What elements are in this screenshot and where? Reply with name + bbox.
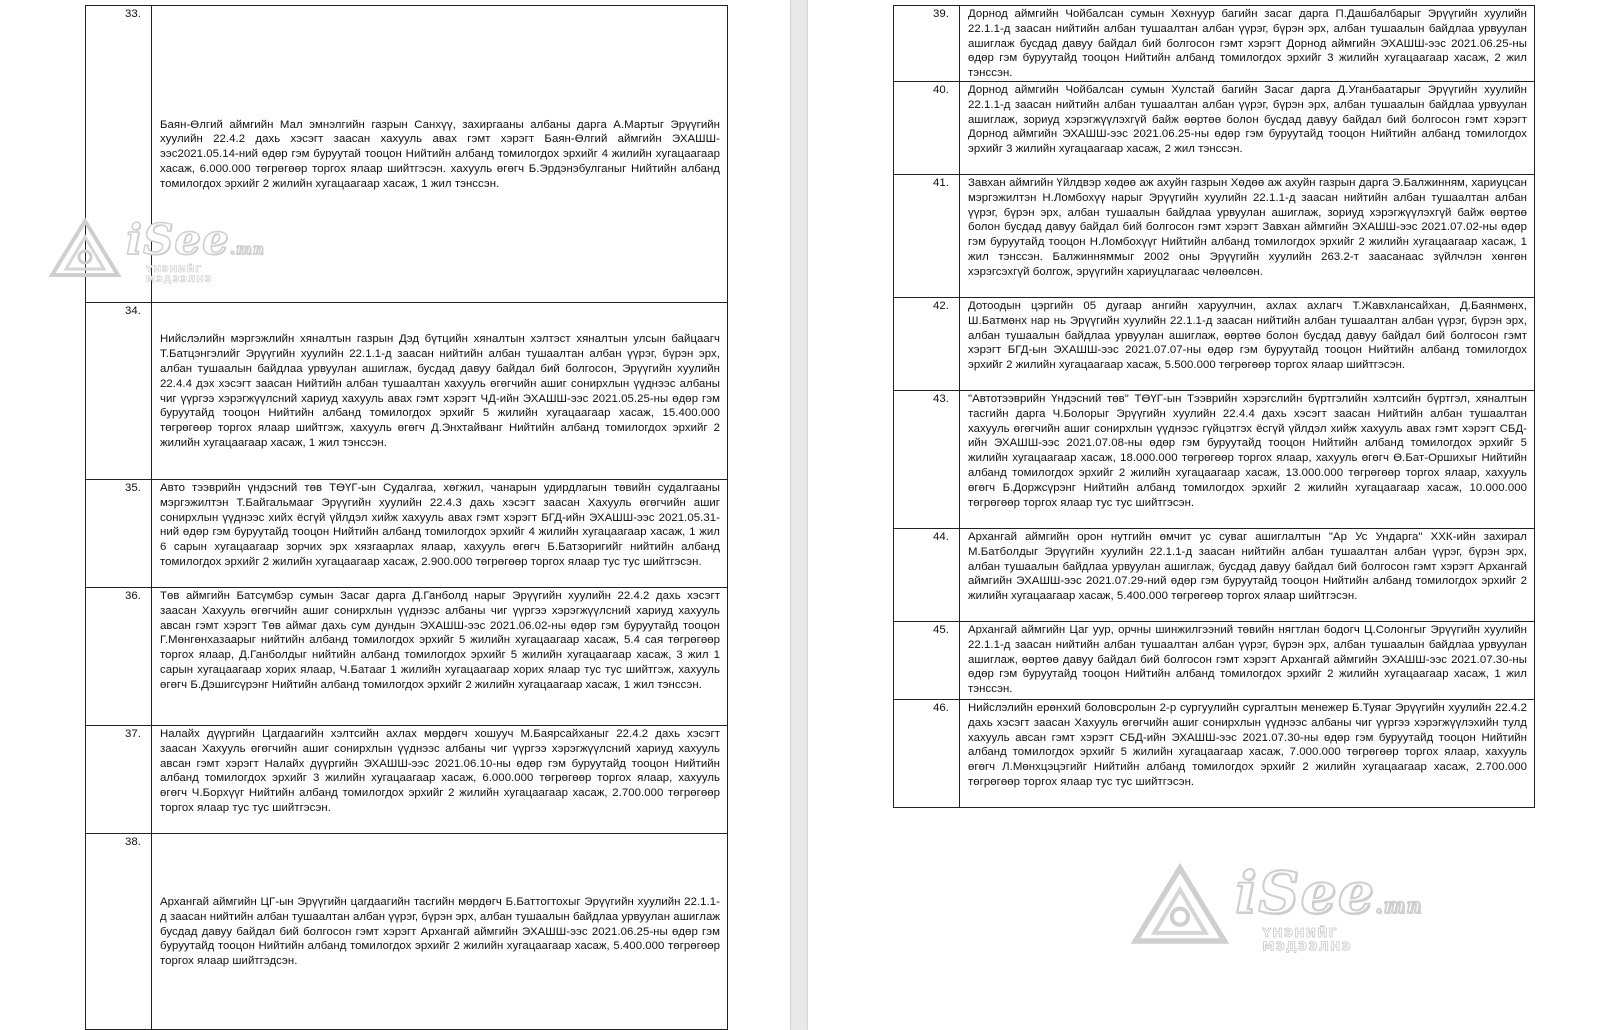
table-row [894,529,1535,622]
watermark-brand: iSee.mn [126,215,265,264]
table-row [86,834,728,1030]
row-text: Нийслэлийн ерөнхий боловсролын 2-р сургуулийн сургалтын менежер Б.Туяаг Эрүүгийн хуулийн 22.4.2 дахь хэсэгт заасан Хахууль өгөгчийн ашиг сонирхлын үүднээс албаны чиг үүргээ хэрэгжүүлэхийн тулд хахууль авсан гэмт хэрэгт СБД-ийн ЭХАШШ-ээс 2021.07.30-ны өдөр гэм буруутайд тооцон Нийтийн албанд томилогдох эрхийг 5 жилийн хугацаагаар хасаж, 7.000.000 төгрөгөөр торгох ялаар, хахууль өгөгч Л.Мөнхцэцэгийг Нийтийн албанд томилогдох эрхийг 2 жилийн хугацаагаар хасаж, 2.700.000 төгрөгөөр торгох ялаар тус тус шийтгэсэн. [960,700,1535,808]
row-number: 36. [86,588,152,726]
row-number: 39. [894,6,960,82]
table-row [86,303,728,480]
watermark-tagline: ҮНЭНИЙГ МЭДЭЭЛНЭ [146,265,213,285]
table-row [894,82,1535,175]
row-number: 38. [86,834,152,1030]
table-row [894,622,1535,700]
row-text: Архангай аймгийн орон нутгийн өмчит ус суваг ашиглалтын "Ар Ус Ундарга" ХХК-ийн захирал М.Батболдыг Эрүүгийн хуулийн 22.1.1-д заасан нийтийн албан тушаалтан албан үүрэг, бүрэн эрх, албан тушаалын байдлаа урвуулан ашиглаж, бусдад давуу байдал бий болгосон гэмт хэрэгт Архангай аймгийн ЭХАШШ-ээс 2021.07.29-ний өдөр гэм буруутайд тооцон Нийтийн албанд томилогдох эрхийг 2 жилийн хугацаагаар хасаж, 5.400.000 төгрөгөөр торгох ялаар шийтгэсэн. [960,529,1535,622]
watermark-brand: iSee.mn [1235,860,1423,927]
table-row [86,480,728,588]
row-number: 41. [894,175,960,298]
isee-logo-icon [1130,863,1230,949]
row-text: Налайх дүүргийн Цагдаагийн хэлтсийн ахлах мөрдөгч хошууч М.Баярсайханыг 22.4.2 дахь хэсэгт заасан Хахууль өгөгчийн ашиг сонирхлын үүднээс албаны чиг үүргээ хэрэгжүүлсний хариуд хахууль авсан гэмт хэрэгт Налайх дүүргийн ЭХАШШ-ээс 2021.06.10-ны өдөр гэм буруутайд тооцон Нийтийн албанд томилогдох эрхийг 3 жилийн хугацаагаар хасаж, 6.000.000 төгрөгөөр торгох ялаар, хахууль өгөгч Ч.Борхүүг Нийтийн албанд томилогдох эрхийг 2 жилийн хугацаагаар хасаж, 2.700.000 төгрөгөөр торгох ялаар тус тус шийтгэсэн. [152,726,728,834]
table-row [894,700,1535,808]
table-row [86,726,728,834]
row-number: 43. [894,391,960,529]
table-row [86,588,728,726]
table-row [86,6,728,303]
row-text: Баян-Өлгий аймгийн Мал эмнэлгийн газрын Санхүү, захиргааны албаны дарга А.Мартыг Эрүүгийн хуулийн 22.4.2 дахь хэсэгт заасан хахууль авах гэмт хэрэгт Баян-Өлгий аймгийн ЭХАШШ-ээс2021.05.14-ний өдөр гэм буруутай тооцон Нийтийн албанд томилогдох эрхийг 4 жилийн хугацаагаар хасаж, 6.000.000 төгрөгөөр торгох ялаар шийтгэсэн. хахууль өгөгч Б.Эрдэнэбулганыг Нийтийн албанд томилогдох эрхийг 2 жилийн хугацаагаар хасаж, 1 жил тэнссэн. [152,6,728,303]
table-row [894,6,1535,82]
row-text: "Автотээврийн Үндэсний төв" ТӨҮГ-ын Тээврийн хэрэгслийн бүртгэлийн хэлтсийн бүртгэл, хяналтын тасгийн дарга Ч.Болорыг Эрүүгийн хуулийн 22.4.4 дахь хэсэгт заасан Нийтийн албан тушаалтан хахууль өгөгчийн ашиг сонирхлын үүднээс гүйцэтгэх ёсгүй үйлдэл хийж хахууль авах гэмт хэрэгт СБД-ийн ЭХАШШ-ээс 2021.07.08-ны өдөр гэм буруутайд тооцон Нийтийн албанд томилогдох эрхийг 5 жилийн хугацаагаар хасаж, 18.000.000 төгрөгөөр торгох ялаар, хахууль өгөгч Ө.Бат-Оршихыг Нийтийн албанд томилогдох эрхийг 2 жилийн хугацаагаар хасаж, 13.000.000 төгрөгөөр торгох ялаар, хахууль өгөгч Б.Доржсүрэнг Нийтийн албанд томилогдох эрхийг 2 жилийн хугацаагаар хасаж, 10.000.000 төгрөгөөр торгох ялаар тус тус шийтгэсэн. [960,391,1535,529]
row-number: 34. [86,303,152,480]
row-number: 40. [894,82,960,175]
row-text: Архангай аймгийн ЦГ-ын Эрүүгийн цагдаагийн тасгийн мөрдөгч Б.Баттогтохыг Эрүүгийн хуулийн 22.1.1-д заасан нийтийн албан тушаалтан албан үүрэг, бүрэн эрх, албан тушаалын байдлаа урвуулан ашиглаж бусдад давуу байдал бий болгосон гэмт хэрэгт Архангай аймгийн ЭХАШШ-ээс 2021.06.25-ны өдөр гэм буруутайд тооцон Нийтийн албанд томилогдох эрхийг 2 жилийн хугацаагаар хасаж, 5.400.000 төгрөгөөр торгох ялаар шийтгэдсэн. [152,834,728,1030]
table-row [894,175,1535,298]
watermark-tagline: ҮНЭНИЙГ МЭДЭЭЛНЭ [1262,927,1352,955]
cases-table-right [893,5,1535,808]
row-text: Завхан аймгийн Үйлдвэр хөдөө аж ахуйн газрын Хөдөө аж ахуйн газрын дарга Э.Балжинням, хариуцсан мэргэжилтэн Н.Ломбохүү нарыг Эрүүгийн хуулийн 22.1.1-д заасан нийтийн албан тушаалтан албан үүрэг, бүрэн эрх, албан тушаалын байдлаа урвуулан ашиглаж, зориуд хэрэгжүүлэхгүй байж өөртөө болон бусдад давуу байдал бий болгосон гэмт хэрэгт Завхан аймгийн ЭХАШШ-ээс 2021.07.02-ны өдөр гэм буруутайд тооцон Н.Ломбохүүг Нийтийн албанд томилогдох эрхийг 2 жилийн хугацаагаар хасаж, 1 жил тэнссэн. Балжинняммыг 2002 оны Эрүүгийн хуулийн 263.2-т заасанаас зүйлчлэн хөнгөн хэрэгсэхгүй болгож, эрүүгийн хариуцлагаас чөлөөлсөн. [960,175,1535,298]
row-text: Авто тээврийн үндэсний төв ТӨҮГ-ын Судалгаа, хөгжил, чанарын удирдлагын төвийн судалгааны мэргэжилтэн Т.Байгальмааг Эрүүгийн хуулийн 22.4.3 дахь хэсэгт заасан Хахууль өгөгчийн ашиг сонирхлын үүднээс хийх ёсгүй үйлдэл хийж хахууль авах гэмт хэрэгт БГД-ийн ЭХАШШ-ээс 2021.05.31-ний өдөр гэм буруутайд тооцон Нийтийн албанд томилогдох эрхийг 4 жилийн хугацаагаар хасаж, 1 жил 6 сарын хугацаагаар зорчих эрх хязгаарлах ялаар, хахууль өгөгч Б.Батзоригийг нийтийн албанд томилогдох эрхийг 2 жилийн хугацаагаар хасаж, 2.900.000 төгрөгөөр торгох ялаар тус тус шийтгэсэн. [152,480,728,588]
row-number: 45. [894,622,960,700]
document-page-right [808,0,1600,1030]
cases-table-left [85,5,728,1030]
table-row [894,298,1535,391]
row-text: Төв аймгийн Батсүмбэр сумын Засаг дарга Д.Ганболд нарыг Эрүүгийн хуулийн 22.4.2 дахь хэсэгт заасан Хахууль өгөгчийн ашиг сонирхлын үүднээс албаны чиг үүргээ хэрэгжүүлсний хариуд хахууль авсан гэмт хэрэгт Төв аймаг дахь сум дундын ЭХАШШ-ээс 2021.06.02-ны өдөр гэм буруутайд тооцон Г.Мөнгөнхазаарыг нийтийн албанд томилогдох эрхийг 5 жилийн хугацаагаар хасаж, 5.4 сая төгрөгөөр торгох ялаар, Д.Ганболдыг нийтийн албанд томилогдох эрхийг 5 жилийн хугацаагаар хасаж, 3 жил 1 сарын хугацаагаар хорих ялаар, Ч.Батааг 1 жилийн хугацаагаар хорих ялаар тус тус шийтгэж, хахууль өгөгч Б.Дэшигсүрэнг Нийтийн албанд томилогдох эрхийг 2 жилийн хугацаагаар хасаж, 1 жил тэнссэн. [152,588,728,726]
document-page-left [0,0,790,1030]
row-text: Архангай аймгийн Цаг уур, орчны шинжилгээний төвийн нягтлан бодогч Ц.Солонгыг Эрүүгийн хуулийн 22.1.1-д заасан нийтийн албан тушаалтан албан үүрэг, бүрэн эрх, албан тушаалын байдлаа урвуулан ашиглаж, өөртөө давуу байдал бий болгосон гэмт хэрэгт Архангай аймгийн ЭХАШШ-ээс 2021.07.30-ны өдөр гэм буруутайд тооцон Нийтийн албанд томилогдох эрхийг 2 жилийн хугацаагаар хасаж, 1 жил тэнссэн. [960,622,1535,700]
table-row [894,391,1535,529]
row-text: Дорнод аймгийн Чойбалсан сумын Хулстай багийн Засаг дарга Д.Уганбаатарыг Эрүүгийн хуулийн 22.1.1-д заасан нийтийн албан тушаалтан албан үүрэг, бүрэн эрх, албан тушаалын байдлаа урвуулан ашиглаж, зориуд хэрэгжүүлэхгүй байж өөртөө болон бусдад давуу байдал бий болгосон гэмт хэрэгт Дорнод аймгийн ЭХАШШ-ээс 2021.06.25-ны өдөр гэм буруутайд тооцон Нийтийн албанд томилогдох эрхийг 3 жилийн хугацаагаар хасаж, 2 жил тэнссэн. [960,82,1535,175]
row-text: Нийслэлийн мэргэжлийн хяналтын газрын Дэд бүтцийн хяналтын хэлтэст хяналтын улсын байцаагч Т.Батцэнгэлийг Эрүүгийн хуулийн 22.1.1-д заасан нийтийн албан тушаалтан албан үүрэг, бүрэн эрх, албан тушаалын байдлаа урвуулан ашиглаж, бусдад давуу байдал бий болгосон, Эрүүгийн хуулийн 22.4.4 дэх хэсэгт заасан Нийтийн албан тушаалтан хахууль өгөгчийн ашиг сонирхлын үүднээс албаны чиг үүргээ хэрэгжүүлсний хариуд хахууль авах гэмт хэрэгт ЧД-ийн ЭХАШШ-ээс 2021.05.25-ны өдөр гэм буруутайд тооцон Нийтийн албанд томилогдох эрхийг 5 жилийн хугацаагаар хасаж, 15.400.000 төгрөгөөр торгох ялаар шийтгэж, хахууль өгөгч Д.Энхтайванг Нийтийн албанд томилогдох эрхийг 2 жилийн хугацаагаар хасаж, 1 жил тэнссэн. [152,303,728,480]
isee-watermark [1130,860,1427,955]
row-number: 35. [86,480,152,588]
row-text: Дотоодын цэргийн 05 дугаар ангийн харуулчин, ахлах ахлагч Т.Жавхлансайхан, Д.Баянмөнх, Ш.Батмөнх нар нь Эрүүгийн хуулийн 22.1.1-д заасан нийтийн албан тушаалтан албан үүрэг, бүрэн эрх, албан тушаалын байдлаа урвуулан ашиглаж, өөртөө болон бусдад давуу байдал бий болгосон гэмт хэрэгт БГД-ын ЭХАШШ-ээс 2021.07.07-ны өдөр гэм буруутайд тооцон Нийтийн албанд томилогдох эрхийг 2 жилийн хугацаагаар хасаж, 5.500.000 төгрөгөөр торгох ялаар шийтгэсэн. [960,298,1535,391]
row-number: 42. [894,298,960,391]
row-number: 46. [894,700,960,808]
row-number: 44. [894,529,960,622]
row-number: 33. [86,6,152,303]
row-number: 37. [86,726,152,834]
row-text: Дорнод аймгийн Чойбалсан сумын Хөхнуур багийн засаг дарга П.Дашбалбарыг Эрүүгийн хуулийн 22.1.1-д заасан нийтийн албан тушаалтан албан үүрэг, бүрэн эрх, албан тушаалын байдлаа урвуулан ашиглаж бусдад давуу байдал бий болгосон гэмт хэрэгт Дорнод аймгийн ЭХАШШ-ээс 2021.06.25-ны өдөр гэм буруутайд тооцон Нийтийн албанд томилогдох эрхийг 3 жилийн хугацаагаар хасаж, 2 жил тэнссэн. [960,6,1535,82]
